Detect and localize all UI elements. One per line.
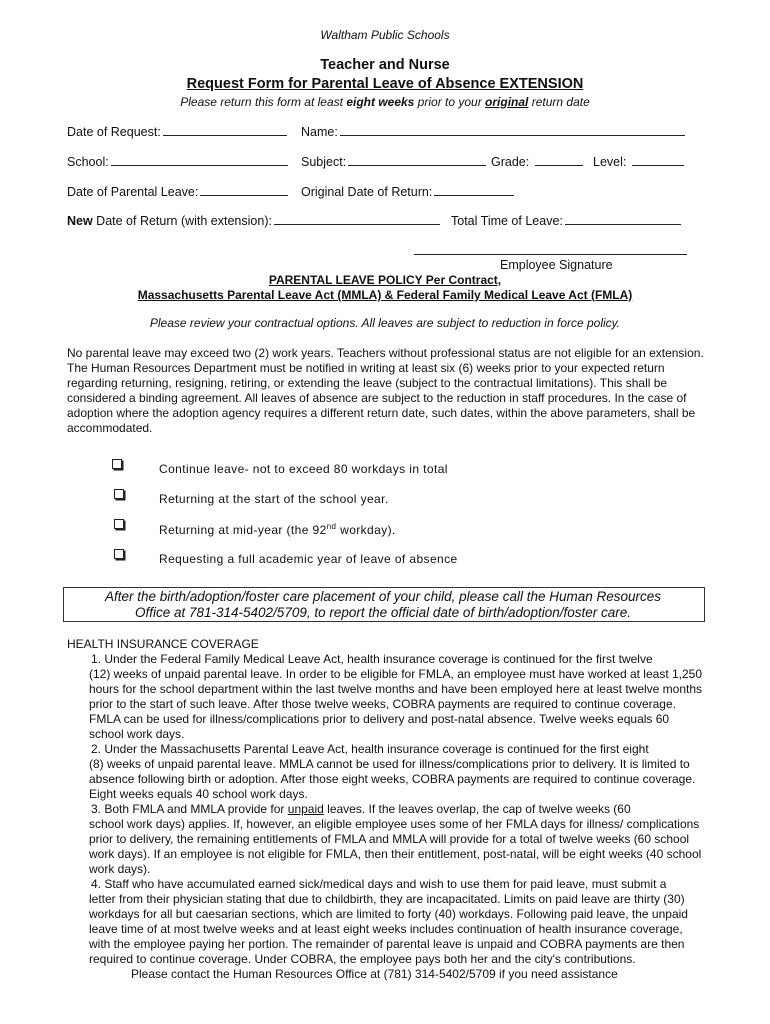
district-name: Waltham Public Schools xyxy=(320,28,450,42)
date-of-leave-field[interactable] xyxy=(67,184,288,199)
date-of-leave-label: Date of Parental Leave: xyxy=(67,185,199,199)
option-checkbox-full-year[interactable] xyxy=(114,549,124,559)
health-item-2-body: (8) weeks of unpaid parental leave. MMLA cannot be used for illness/complications prior to delivery. It is limited to absence following birth or adoption. After those eight weeks, COBRA payments are required to continue coverage. Eight weeks equals 40 school work days. xyxy=(89,757,696,801)
name-label: Name: xyxy=(301,125,338,139)
original-return-label: Original Date of Return: xyxy=(301,185,433,199)
grade-field[interactable] xyxy=(491,154,583,169)
notice-line-1: After the birth/adoption/foster care placement of your child, please call the Human Resources xyxy=(104,589,662,604)
policy-heading-2: Massachusetts Parental Leave Act (MMLA) & Federal Family Medical Leave Act (FMLA) xyxy=(137,288,633,302)
grade-label: Grade: xyxy=(491,155,530,169)
option-label-start: Returning at the start of the school year. xyxy=(159,492,389,506)
new-return-label: Date of Return (with extension): xyxy=(92,214,272,228)
health-item-4-lead: 4. Staff who have accumulated earned sick/medical days and wish to use them for paid leave, must submit a xyxy=(91,877,667,891)
health-item-4-body: letter from their physician stating that due to childbirth, they are incapacitated. Limits on paid leave are thirty (30) workdays for all but caesarian sections, which are limited to forty (40) workdays. Following paid leave, the unpaid leave time of at most twelve weeks and at least eight weeks includes continuation of health insurance coverage, with the employee paying her portion. The remainder of parental leave is unpaid and COBRA payments are then required to continue coverage. Under COBRA, the employee pays both her and the city's contributions. xyxy=(89,892,688,966)
signature-line[interactable] xyxy=(414,254,687,255)
level-label: Level: xyxy=(593,155,627,169)
notice-line-2: Office at 781-314-5402/5709, to report the official date of birth/adoption/foster care. xyxy=(134,605,632,620)
subject-label: Subject: xyxy=(301,155,347,169)
health-item-3-lead: 3. Both FMLA and MMLA provide for unpaid leaves. If the leaves overlap, the cap of twelve weeks (60 xyxy=(91,802,631,816)
return-instruction: Please return this form at least eight weeks prior to your original return date xyxy=(180,95,590,109)
form-title: Teacher and Nurse xyxy=(320,57,450,73)
option-checkbox-midyear[interactable] xyxy=(114,519,124,529)
original-return-field[interactable] xyxy=(301,184,514,199)
date-of-request-field[interactable] xyxy=(67,124,287,139)
name-field[interactable] xyxy=(301,124,685,139)
policy-note: Please review your contractual options. All leaves are subject to reduction in force policy. xyxy=(149,316,621,330)
option-checkbox-start[interactable] xyxy=(114,489,124,499)
option-label-continue: Continue leave- not to exceed 80 workdays in total xyxy=(159,462,448,476)
policy-body: No parental leave may exceed two (2) work years. Teachers without professional status are not eligible for an extension. The Human Resources Department must be notified in writing at least six (6) weeks prior to your expected return regarding returning, resigning, retiring, or extending the leave (subject to the contractual limitations). This shall be considered a binding agreement. All leaves of absence are subject to the reduction in staff procedures. In the case of adoption where the adoption agency requires a different return date, such dates, within the above parameters, shall be accommodated. xyxy=(67,346,704,435)
total-time-label: Total Time of Leave: xyxy=(451,214,563,228)
health-item-1-body: (12) weeks of unpaid parental leave. In order to be eligible for FMLA, an employee must have worked at least 1,250 hours for the school department within the last twelve months and have been employed here at least twelve months prior to the start of such leave. After those twelve weeks, COBRA payments are required to continue coverage. FMLA can be used for illness/complications prior to delivery and post-natal absence. Twelve weeks equals 60 school work days. xyxy=(89,667,703,741)
policy-heading-1: PARENTAL LEAVE POLICY Per Contract, xyxy=(268,273,502,287)
school-label: School: xyxy=(67,155,109,169)
date-of-request-label: Date of Request: xyxy=(67,125,161,139)
contact-line: Please contact the Human Resources Office at (781) 314-5402/5709 if you need assistance xyxy=(131,967,618,981)
total-time-field[interactable] xyxy=(451,213,681,228)
subject-field[interactable] xyxy=(301,154,486,169)
health-section xyxy=(67,637,707,982)
option-checkbox-continue[interactable] xyxy=(112,459,122,469)
option-label-midyear: Returning at mid-year (the 92nd workday). xyxy=(159,522,396,537)
signature-label: Employee Signature xyxy=(500,258,613,272)
form-subtitle: Request Form for Parental Leave of Absence EXTENSION xyxy=(186,76,584,92)
new-label: New xyxy=(67,214,93,228)
health-heading: HEALTH INSURANCE COVERAGE xyxy=(67,637,259,651)
new-return-field[interactable] xyxy=(67,213,440,228)
health-item-1-lead: 1. Under the Federal Family Medical Leave Act, health insurance coverage is continued for the first twelve xyxy=(91,652,653,666)
option-label-full-year: Requesting a full academic year of leave of absence xyxy=(159,552,458,566)
health-item-2-lead: 2. Under the Massachusetts Parental Leave Act, health insurance coverage is continued for the first eight xyxy=(91,742,649,756)
health-item-3-body: school work days) applies. If, however, an eligible employee uses some of her FMLA days for illness/ complications prior to delivery, the remaining entitlements of FMLA and MMLA will provide for a total of twelve weeks (60 school work days). If an employee is not eligible for FMLA, then their entitlement, post-natal, will be eight weeks (40 school work days). xyxy=(89,817,702,876)
level-field[interactable] xyxy=(593,154,684,169)
school-field[interactable] xyxy=(67,154,288,169)
